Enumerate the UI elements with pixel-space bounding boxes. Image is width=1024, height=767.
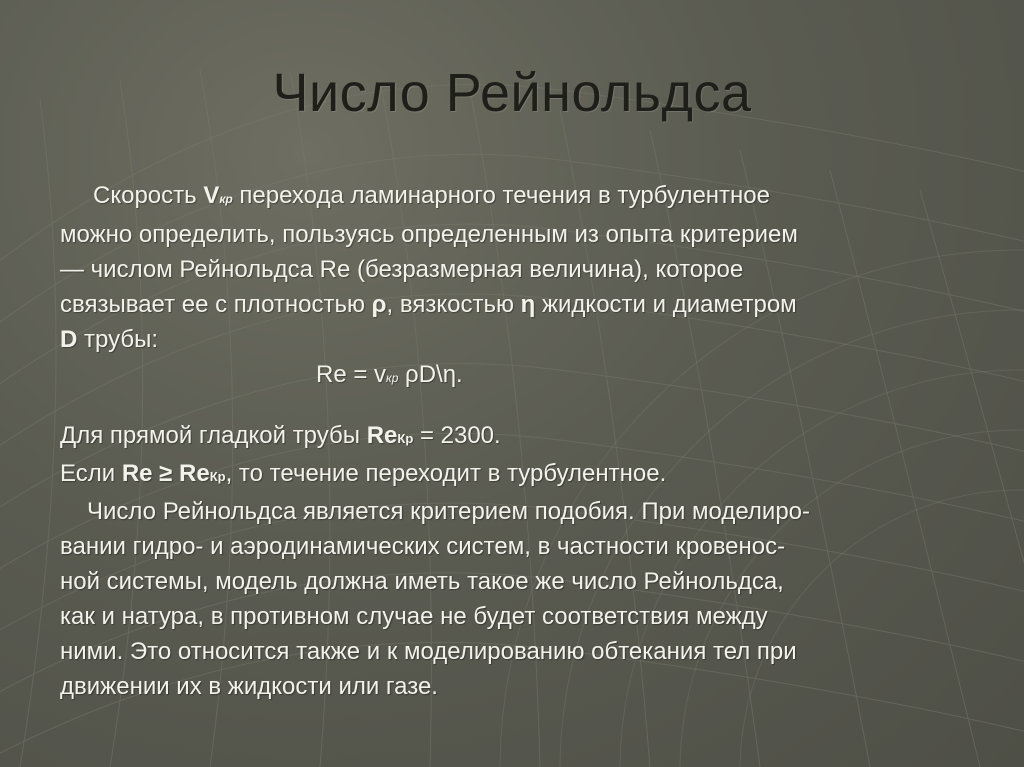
paragraph-1-line-4	[60, 287, 960, 322]
slide-body	[60, 178, 960, 704]
paragraph-4-line-1: Число Рейнольдса является критерием подобия. При моделиро-	[87, 498, 811, 525]
slide-title: Число Рейнольдса	[272, 63, 752, 123]
spacer	[60, 396, 960, 418]
text-fragment: Если	[60, 460, 122, 487]
reynolds-symbol: Re	[366, 422, 398, 449]
density-symbol: ρ	[371, 291, 387, 318]
paragraph-1-line-3: — числом Рейнольдса Re (безразмерная величина), которое	[60, 256, 744, 283]
paragraph-1-line-5	[60, 322, 960, 357]
paragraph-1-line-1	[60, 178, 960, 217]
text-fragment: трубы:	[77, 326, 159, 353]
velocity-symbol: V	[203, 182, 220, 209]
paragraph-4-line-3: ной системы, модель должна иметь такое же число Рейнольдса,	[60, 568, 784, 595]
paragraph-4-line-2: вании гидро- и аэродинамических систем, в частности кровенос-	[60, 533, 786, 560]
turbulence-condition-line	[60, 456, 960, 494]
text-fragment: перехода ламинарного течения в турбулентное	[232, 182, 770, 209]
text-fragment: = 2300.	[413, 422, 501, 449]
text-fragment: Скорость	[93, 182, 204, 209]
reynolds-formula	[60, 357, 960, 396]
condition-expression: Re ≥ Re	[121, 460, 210, 487]
critical-value-line	[60, 418, 960, 456]
paragraph-4-line-4: как и натура, в противном случае не будет соответствия между	[60, 603, 768, 630]
text-fragment: жидкости и диаметром	[535, 291, 797, 318]
paragraph-4-line-5: ними. Это относится также и к моделированию обтекания тел при	[60, 638, 797, 665]
paragraph-1-line-2: можно определить, пользуясь определенным из опыта критерием	[60, 221, 798, 248]
formula-subscript: кр	[386, 371, 399, 385]
formula-fragment: ρD\η.	[398, 361, 463, 388]
text-fragment: связывает ее с плотностью	[60, 291, 372, 318]
viscosity-symbol: η	[520, 291, 536, 318]
text-fragment: , то течение переходит в турбулентное.	[225, 460, 667, 487]
formula-fragment: Re = v	[316, 361, 387, 388]
paragraph-4-line-6: движении их в жидкости или газе.	[60, 673, 438, 700]
text-fragment: , вязкостью	[386, 291, 521, 318]
text-fragment: Для прямой гладкой трубы	[60, 422, 367, 449]
critical-subscript: Кр	[209, 469, 226, 484]
diameter-symbol: D	[60, 326, 78, 353]
critical-subscript: Кр	[397, 431, 414, 446]
velocity-subscript: кр	[219, 192, 233, 206]
